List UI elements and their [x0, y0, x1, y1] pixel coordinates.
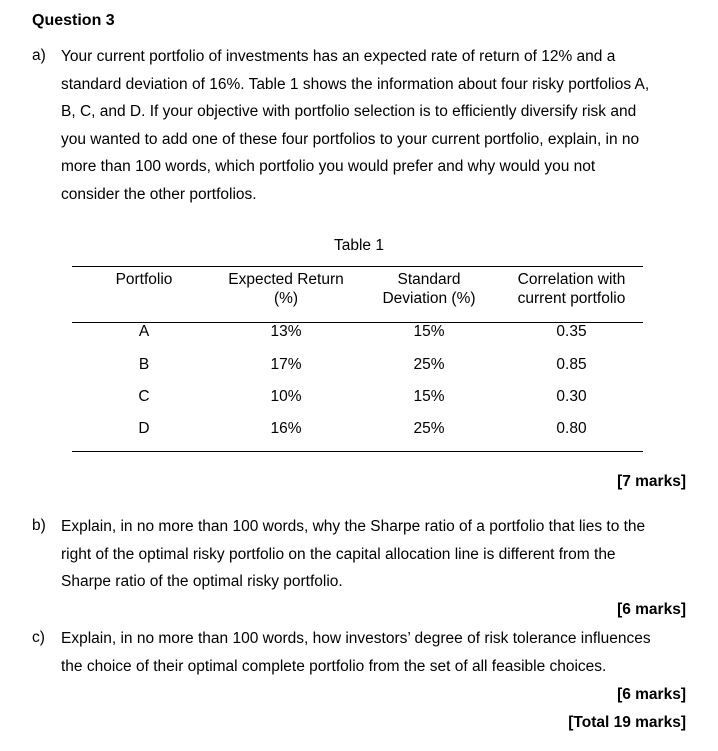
cell-standard-deviation: 15% [413, 388, 445, 405]
table-bottom-rule [72, 451, 643, 452]
part-c-line: the choice of their optimal complete portfolio from the set of all feasible choices. [61, 657, 607, 675]
part-b-line: right of the optimal risky portfolio on the capital allocation line is different from the [61, 545, 616, 563]
cell-correlation: 0.85 [556, 356, 587, 373]
part-a-label: a) [32, 47, 46, 64]
table-top-rule [72, 266, 643, 267]
header-standard-deviation: Standard Deviation (%) [382, 271, 476, 307]
part-b-label: b) [32, 517, 46, 534]
cell-expected-return: 10% [270, 388, 302, 405]
cell-expected-return: 16% [270, 420, 302, 437]
part-a-text [61, 43, 691, 209]
cell-expected-return: 17% [270, 356, 302, 373]
part-a-line: you wanted to add one of these four portfolios to your current portfolio, explain, in no [61, 130, 640, 148]
part-a-line: more than 100 words, which portfolio you would prefer and why would you not [61, 158, 596, 176]
cell-correlation: 0.35 [556, 323, 587, 340]
cell-portfolio: B [138, 356, 150, 373]
cell-portfolio: C [138, 388, 150, 405]
part-c-line: Explain, in no more than 100 words, how investors’ degree of risk tolerance influences [61, 630, 651, 647]
part-c-text [61, 625, 691, 680]
header-expected-return: Expected Return (%) [228, 271, 344, 307]
part-b-line: Sharpe ratio of the optimal risky portfolio. [61, 573, 343, 591]
part-b-marks: [6 marks] [617, 601, 686, 618]
part-a-line: Your current portfolio of investments has an expected rate of return of 12% and a [61, 48, 616, 65]
question-title: Question 3 [32, 12, 115, 29]
cell-standard-deviation: 25% [413, 356, 445, 373]
table-caption: Table 1 [334, 237, 384, 254]
cell-correlation: 0.80 [556, 420, 587, 437]
cell-portfolio: A [138, 323, 150, 340]
header-portfolio: Portfolio [115, 271, 173, 288]
total-marks: [Total 19 marks] [568, 714, 686, 731]
cell-correlation: 0.30 [556, 388, 587, 405]
part-b-text [61, 513, 691, 596]
cell-standard-deviation: 25% [413, 420, 445, 437]
part-b-line: Explain, in no more than 100 words, why the Sharpe ratio of a portfolio that lies to the [61, 518, 646, 535]
part-c-marks: [6 marks] [617, 686, 686, 703]
part-a-marks: [7 marks] [617, 473, 686, 490]
part-c-label: c) [32, 629, 45, 646]
part-a-line: standard deviation of 16%. Table 1 shows the information about four risky portfolios A, [61, 75, 650, 93]
part-a-line: B, C, and D. If your objective with portfolio selection is to efficiently diversify risk and [61, 103, 637, 121]
header-correlation: Correlation with current portfolio [517, 271, 626, 307]
cell-expected-return: 13% [270, 323, 302, 340]
part-a-line: consider the other portfolios. [61, 185, 257, 203]
cell-standard-deviation: 15% [413, 323, 445, 340]
cell-portfolio: D [138, 420, 150, 437]
